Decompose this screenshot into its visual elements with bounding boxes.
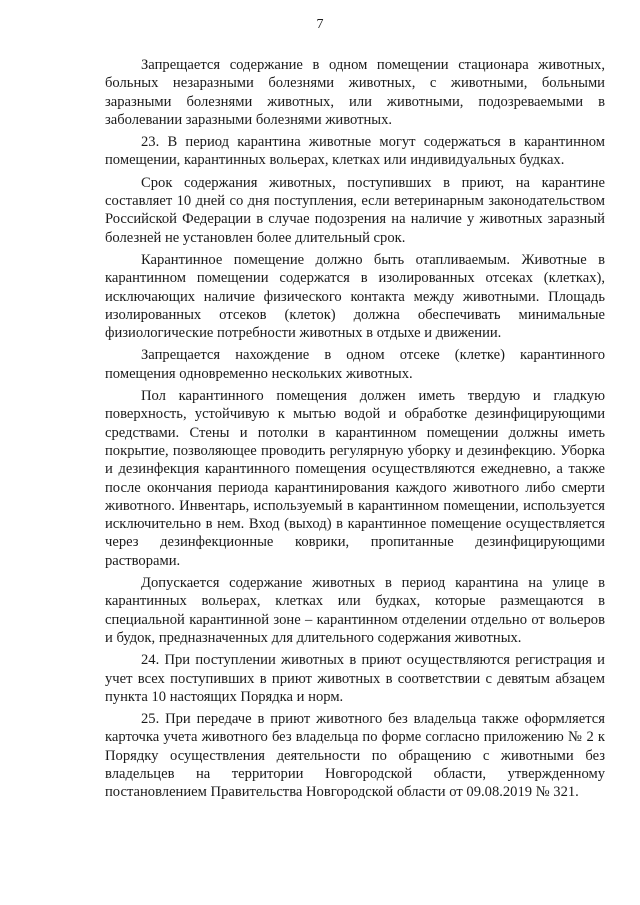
document-body	[105, 56, 605, 806]
page-number: 7	[316, 17, 324, 32]
paragraph-25-record-card: 25. При передаче в приют животного без владельца также оформляется карточка учета животного без владельца по форме согласно приложению № 2 к Порядку осуществления деятельности по обращению с животными без владельцев на территории Новгородской области, утвержденному постановлением Правительства Новгородской области от 09.08.2019 № 321.	[105, 711, 605, 801]
paragraph-quarantine-room-heating: Карантинное помещение должно быть отапливаемым. Животные в карантинном помещении содержатся в изолированных отсеках (клетках), исключающих наличие физического контакта между животными. Площадь изолированных отсеков (клеток) должна обеспечивать минимальные физиологические потребности животных в отдыхе и движении.	[105, 251, 605, 342]
paragraph-24-registration: 24. При поступлении животных в приют осуществляются регистрация и учет всех поступивших в приют животных в соответствии с девятым абзацем пункта 10 настоящих Порядка и норм.	[105, 652, 605, 705]
paragraph-outdoor-quarantine: Допускается содержание животных в период карантина на улице в карантинных вольерах, клетках или будках, которые размещаются в специальной карантинной зоне – карантинном отделении отдельно от вольеров и будок, предназначенных для длительного содержания животных.	[105, 575, 605, 646]
paragraph-23-quarantine-places: 23. В период карантина животные могут содержаться в карантинном помещении, карантинных вольерах, клетках или индивидуальных будках.	[105, 134, 605, 169]
paragraph-floor-and-disinfection: Пол карантинного помещения должен иметь твердую и гладкую поверхность, устойчивую к мытью водой и обработке дезинфицирующими средствами. Стены и потолки в карантинном помещении должны иметь покрытие, позволяющее проводить регулярную уборку и дезинфекцию. Уборка и дезинфекция карантинного помещения осуществляются ежедневно, а также после окончания периода карантинирования каждого животного либо смерти животного. Инвентарь, используемый в карантинном помещении, используется исключительно в нем. Вход (выход) в карантинное помещение осуществляется через дезинфекционные коврики, пропитанные дезинфицирующими растворами.	[105, 388, 605, 569]
paragraph-quarantine-duration: Срок содержания животных, поступивших в приют, на карантине составляет 10 дней со дня поступления, если ветеринарным законодательством Российской Федерации в случае подозрения на наличие у животных заразный болезней не установлен более длительный срок.	[105, 174, 605, 246]
paragraph-single-animal-per-cell: Запрещается нахождение в одном отсеке (клетке) карантинного помещения одновременно нескольких животных.	[105, 347, 605, 382]
paragraph-ban-mixed-housing: Запрещается содержание в одном помещении стационара животных, больных незаразными болезнями животных, с животными, больными заразными болезнями животных, или животными, подозреваемыми в заболевании заразными болезнями животных.	[105, 57, 605, 128]
